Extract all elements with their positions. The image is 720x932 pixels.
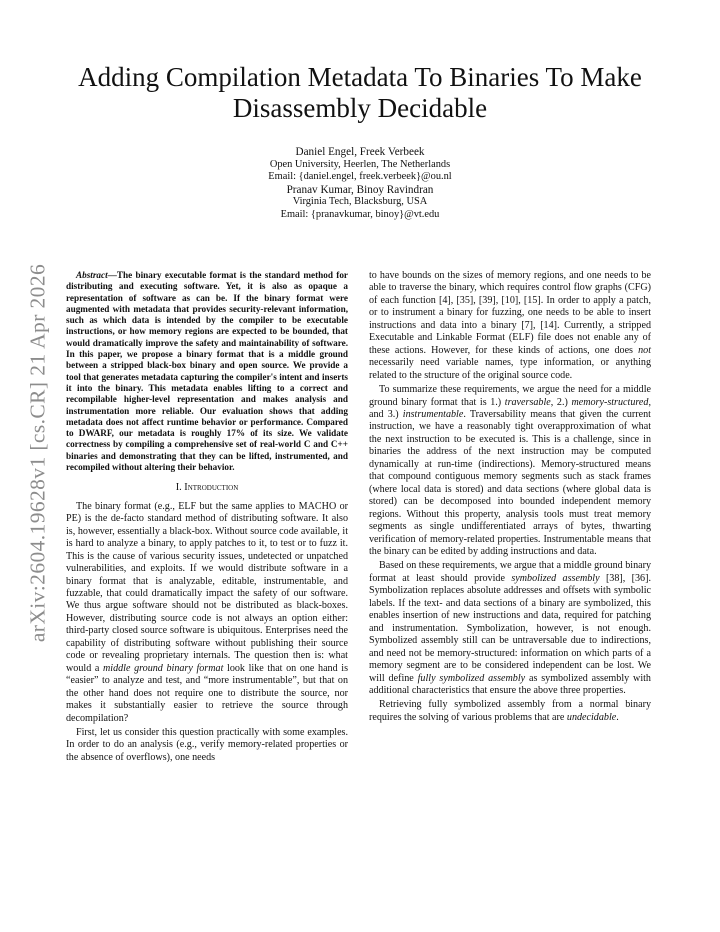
title-line-2: Disassembly Decidable	[232, 93, 488, 123]
emphasis: symbolized assembly	[511, 572, 600, 584]
intro-paragraph-4	[369, 560, 651, 697]
arxiv-watermark	[18, 258, 58, 648]
section-heading-introduction: I. Introduction	[175, 482, 239, 494]
text-run: Based on these requirements, we argue that a middle ground binary format at least should provide	[369, 560, 651, 584]
abstract	[66, 270, 348, 473]
emphasis: fully symbolized assembly	[417, 672, 526, 684]
intro-paragraph-2-continued	[369, 270, 651, 382]
left-column	[66, 270, 348, 766]
author-block	[0, 146, 720, 222]
emphasis: middle ground binary format	[102, 662, 224, 674]
abstract-text: —The binary executable format is the standard method for distributing and executing software. Yet, it is also as opaque a representation of software as can be. If the binary format were augmented with metadata that provides security-relevant information, such as which data is intended by the compiler to be executable instructions, or how memory regions are expected to be bounded, that would dramatically improve the safety and maintainability of software. In this paper, we propose a binary format that is a middle ground between a stripped black-box binary and open source. We provide a tool that generates metadata capturing the compiler's intent and inserts it into the binary. This metadata enables lifting to a correct and recompilable higher-level representation and makes analysis and instrumentation more reliable. Our evaluation shows that adding metadata does not affect runtime behavior or performance. Compared to DWARF, our metadata is roughly 17% of its size. We validate correctness by compiling a comprehensive set of real-world C and C++ binaries and demonstrating that they can be lifted, instrumented, and recompiled without altering their behavior.	[66, 270, 348, 473]
author-email-1: Email: {daniel.engel, freek.verbeek}@ou.nl	[268, 171, 452, 183]
emphasis: traversable	[504, 396, 551, 408]
text-run: , 2.)	[550, 396, 572, 408]
intro-paragraph-2: First, let us consider this question practically with some examples. In order to do an analysis (e.g., verify memory-related properties or the absence of overflows), one needs	[66, 726, 348, 763]
arxiv-id: arXiv:2604.19628v1 [cs.CR] 21 Apr 2026	[25, 263, 50, 643]
intro-paragraph-1	[66, 501, 348, 725]
text-run: to have bounds on the sizes of memory regions, and one needs to be able to traverse the binary, which requires control flow graphs (CFG) of each function [4], [35], [39], [10], [15]. In order to apply a patch, or to instrument a binary for fuzzing, one needs to be able to insert instructions and data into a binary [7], [14]. Currently, a stripped Executable and Linkable Format (ELF) file does not enable any of these actions. However, for these kinds of actions, one does	[369, 270, 651, 356]
emphasis: not	[638, 344, 651, 356]
text-run: . Traversability means that given the current instruction, we have a reasonably tight overapproximation of what the next instruction to be executed is. This is a challenge, since in binaries the address of the next instruction may be computed dynamically at run-time (indirections). Memory-structured means that compound contiguous memory segments such as stack frames (where local data is stored) and data sections (where global data is stored) can be decomposed into bounded independent memory regions. Without this property, analysis tools must treat memory segments as single undifferentiated arrays of bytes, thwarting verification of memory-related properties. Instrumentable means that the binary can be edited by adding instructions and data.	[369, 408, 651, 557]
text-run: [38], [36]. Symbolization replaces absolute addresses and offsets with symbolic labels. If the text- and data sections of a binary are symbolized, this enables insertion of new instructions and data, required for patching and instrumentation. Symbolization, however, is not enough. Symbolized assembly still can be untraversable due to indirections, and need not be memory-structured: information on which parts of a memory segment are to be considered independent can be lost. We will define	[369, 572, 651, 684]
intro-paragraph-3	[369, 384, 651, 558]
emphasis: undecidable	[566, 711, 617, 723]
text-run: Retrieving fully symbolized assembly from a normal binary requires the solving of various problems that are	[369, 699, 651, 723]
text-run: look like that on one hand is “easier” to analyze and test, and “more instrumentable”, but that on the other hand does not require one to distribute the source, nor makes it substantially easier to retrieve the source through decompilation?	[66, 662, 349, 724]
text-run: .	[616, 711, 619, 723]
text-run: To summarize these requirements, we argue the need for a middle ground binary format that is 1.)	[369, 384, 651, 408]
text-run: The binary format (e.g., ELF but the same applies to MACHO or PE) is the de-facto standard method of distributing software. It also is, however, essentially a black-box. Without source code available, it is hard to analyze a binary, to apply patches to it, to test or to fuzz it. This is the cause of various security issues, undetected or unpatched vulnerabilities, and exploits. If we would distribute software in a binary format that is analyzable, editable, instrumentable, and fuzzable, that could dramatically impact the safety of our software. We thus argue software should not be distributed as black-boxes. However, distributing source code is not always an option either: third-party closed source software is ubiquitous. Enterprises need the capability of distributing software without publishing their source code or revealing proprietary internals. The question then is: what would a	[66, 500, 348, 674]
author-names-1: Daniel Engel, Freek Verbeek	[295, 146, 425, 158]
text-run: necessarily need variable names, type information, or anything related to the structure of the original source code.	[369, 357, 651, 381]
emphasis: memory-structured	[571, 396, 649, 408]
right-column	[369, 270, 651, 726]
author-email-2: Email: {pranavkumar, binoy}@vt.edu	[280, 208, 440, 220]
author-affiliation-1: Open University, Heerlen, The Netherlands	[269, 158, 451, 170]
text-run: as symbolized assembly with additional characteristics that ensure the above three properties.	[369, 672, 651, 696]
title-line-1: Adding Compilation Metadata To Binaries To Make	[78, 62, 642, 92]
abstract-label: Abstract	[76, 270, 108, 280]
emphasis: instrumentable	[402, 408, 464, 420]
paper-title	[60, 62, 660, 124]
intro-paragraph-5	[369, 699, 651, 724]
text-run: , and 3.)	[369, 396, 651, 420]
author-affiliation-2: Virginia Tech, Blacksburg, USA	[292, 196, 428, 208]
author-names-2: Pranav Kumar, Binoy Ravindran	[286, 183, 434, 196]
